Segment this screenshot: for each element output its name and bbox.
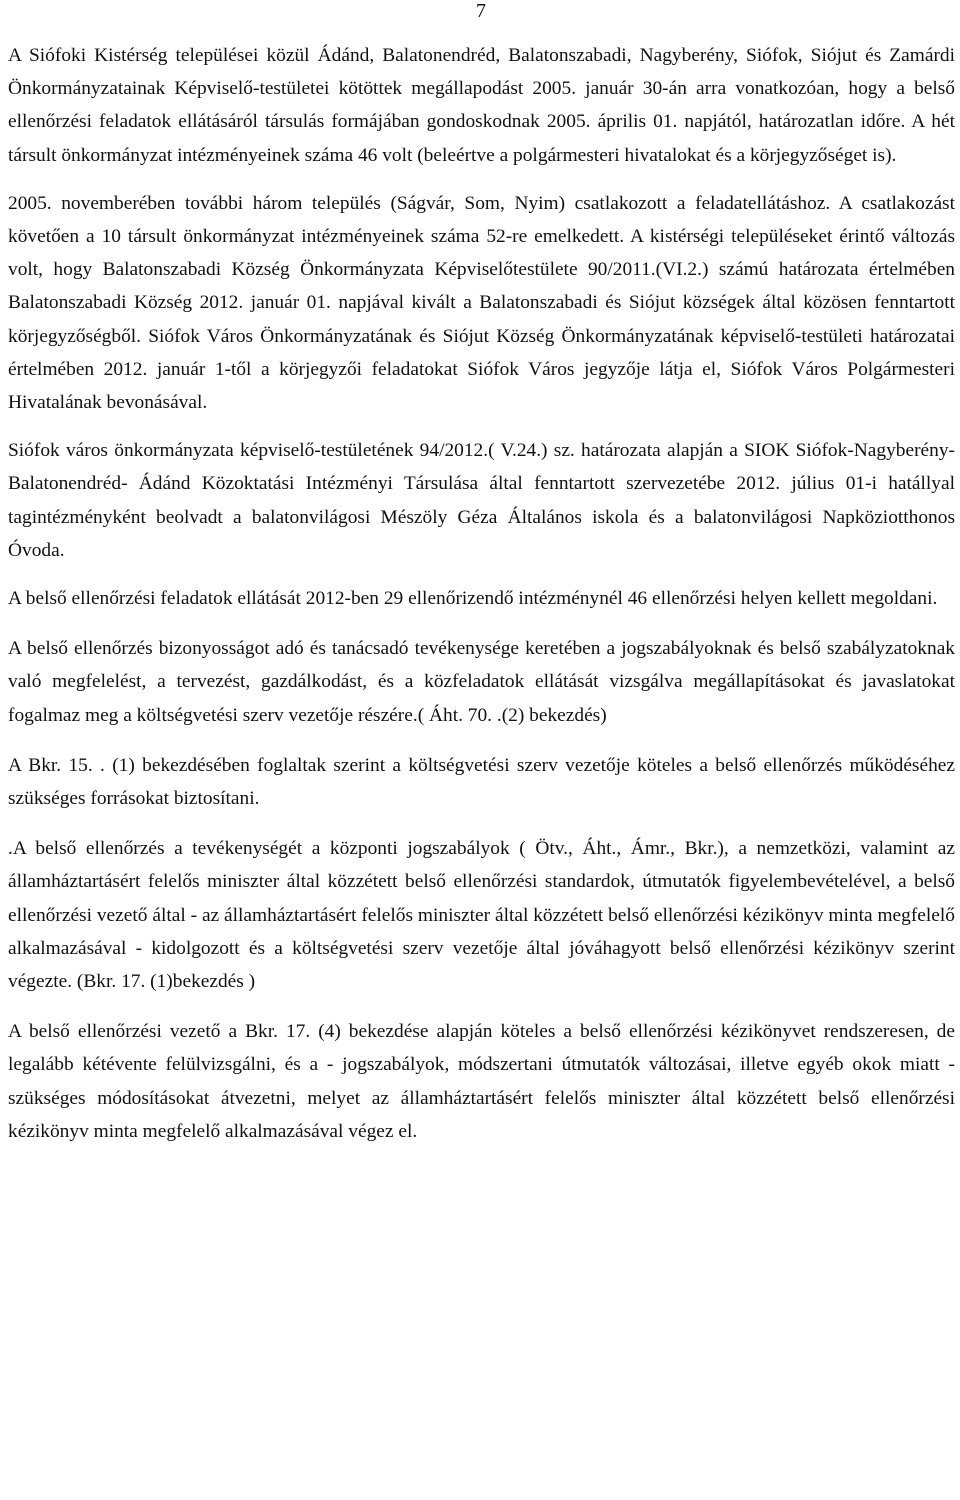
paragraph-standards: .A belső ellenőrzés a tevékenységét a központi jogszabályok ( Ötv., Áht., Ámr., Bkr.), a nemzetközi, valamint az államháztartásért felelős miniszter által közzétett belső ellenőrzési standardok, útmutatók figyelembevételével, a belső ellenőrzési vezető által - az államháztartásért felelős miniszter által közzétett belső ellenőrzési kézikönyv minta megfelelő alkalmazásával - kidolgozott és a költségvetési szerv vezetője által jóváhagyott belső ellenőrzési kézikönyv szerint végezte. (Bkr. 17. (1)bekezdés )	[8, 838, 955, 993]
paragraph-membership-changes: 2005. novemberében további három település (Ságvár, Som, Nyim) csatlakozott a feladatellátáshoz. A csatlakozást követően a 10 társult önkormányzat intézményeinek száma 52-re emelkedett. A kistérségi településeket érintő változás volt, hogy Balatonszabadi Község Önkormányzata Képviselőtestülete 90/2011.(VI.2.) számú határozata értelmében Balatonszabadi Község 2012. január 01. napjával kivált a Balatonszabadi és Siójut községek által közösen fenntartott körjegyzőségből. Siófok Város Önkormányzatának és Siójut Község Önkormányzatának képviselő-testületi határozatai értelmében 2012. január 1-től a körjegyzői feladatokat Siófok Város jegyzője látja el, Siófok Város Polgármesteri Hivatalának bevonásával.	[8, 192, 955, 414]
paragraph-association-agreement: A Siófoki Kistérség települései közül Ádánd, Balatonendréd, Balatonszabadi, Nagyberény, Siófok, Siójut és Zamárdi Önkormányzatainak Képviselő-testületei kötöttek megállapodást 2005. január 30-án arra vonatkozóan, hogy a belső ellenőrzési feladatok ellátásáról társulás formájában gondoskodnak 2005. április 01. napjától, határozatlan időre. A hét társult önkormányzat intézményeinek száma 46 volt (beleértve a polgármesteri hivatalokat és a körjegyzőséget is).	[8, 45, 955, 166]
paragraph-audit-scope-2012: A belső ellenőrzési feladatok ellátását 2012-ben 29 ellenőrizendő intézménynél 46 ellenőrzési helyen kellett megoldani.	[8, 588, 938, 610]
document-body	[8, 39, 955, 1148]
page-number: 7	[476, 0, 486, 22]
paragraph-manual-review: A belső ellenőrzési vezető a Bkr. 17. (4) bekezdése alapján köteles a belső ellenőrzési kézikönyvet rendszeresen, de legalább kétévente felülvizsgálni, és a - jogszabályok, módszertani útmutatók változásai, illetve egyéb okok miatt - szükséges módosításokat átvezetni, melyet az államháztartásért felelős miniszter által közzétett belső ellenőrzési kézikönyv minta megfelelő alkalmazásával végez el.	[8, 1021, 955, 1142]
paragraph-school-merger: Siófok város önkormányzata képviselő-testületének 94/2012.( V.24.) sz. határozata alapján a SIOK Siófok-Nagyberény- Balatonendréd- Ádánd Közoktatási Intézményi Társulása által fenntartott szervezetébe 2012. július 01-i hatállyal tagintézményként beolvadt a balatonvilágosi Mészöly Géza Általános iskola és a balatonvilágosi Napköziotthonos Óvoda.	[8, 440, 955, 561]
paragraph-audit-role: A belső ellenőrzés bizonyosságot adó és tanácsadó tevékenysége keretében a jogszabályoknak és belső szabályzatoknak való megfelelést, a tervezést, gazdálkodást, és a közfeladatok ellátását vizsgálva megállapításokat és javaslatokat fogalmaz meg a költségvetési szerv vezetője részére.( Áht. 70. .(2) bekezdés)	[8, 638, 955, 726]
paragraph-resources: A Bkr. 15. . (1) bekezdésében foglaltak szerint a költségvetési szerv vezetője köteles a belső ellenőrzés működéséhez szükséges forrásokat biztosítani.	[8, 754, 955, 810]
